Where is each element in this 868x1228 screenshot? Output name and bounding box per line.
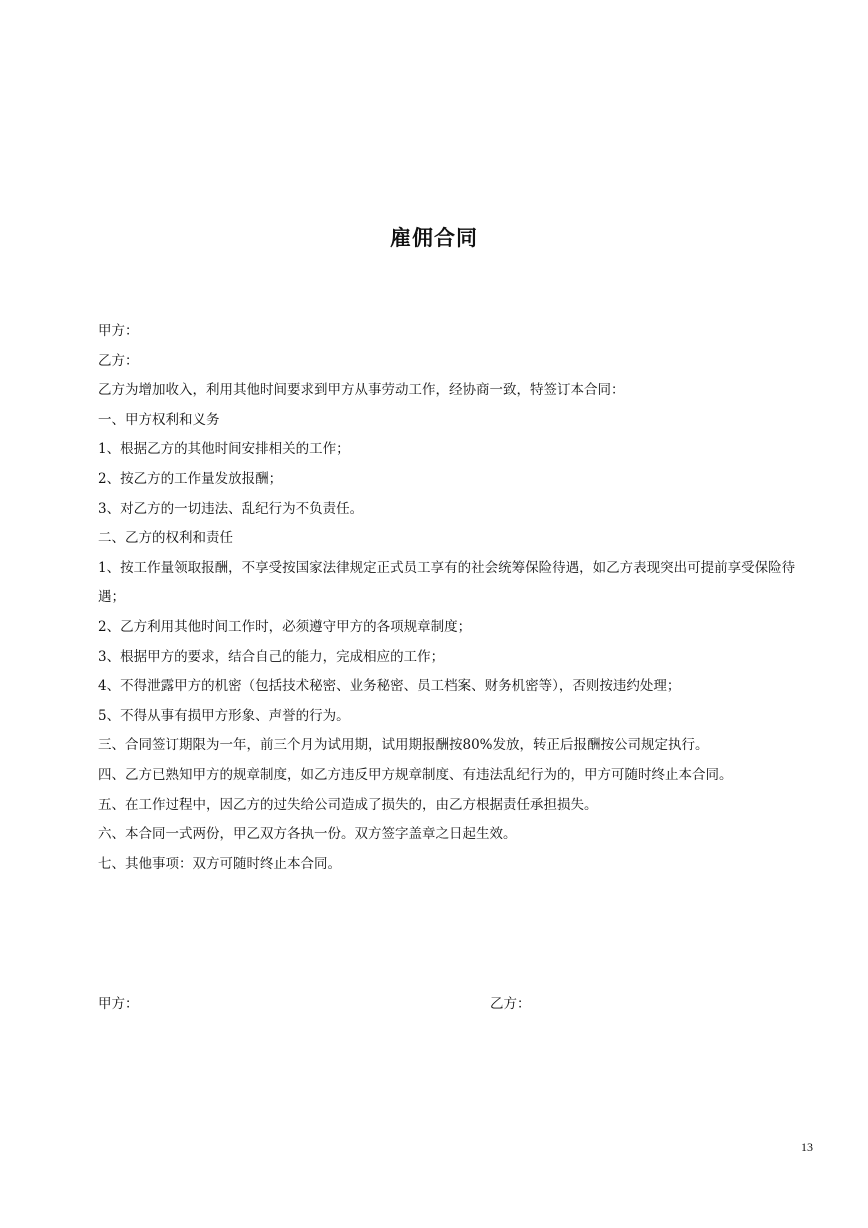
- section-three: 三、合同签订期限为一年，前三个月为试用期，试用期报酬按80%发放，转正后报酬按公司规定执行。: [98, 737, 709, 754]
- section-six: 六、本合同一式两份，甲乙双方各执一份。双方签字盖章之日起生效。: [98, 826, 517, 843]
- signature-party-a: 甲方：: [98, 996, 139, 1012]
- clause-b-1: 1、按工作量领取报酬，不享受按国家法律规定正式员工享有的社会统筹保险待遇，如乙方表现突出可提前享受保险待遇；: [98, 559, 796, 606]
- clause-a-3: 3、对乙方的一切违法、乱纪行为不负责任。: [98, 500, 364, 517]
- preamble: 乙方为增加收入，利用其他时间要求到甲方从事劳动工作，经协商一致，特签订本合同：: [98, 382, 625, 399]
- clause-a-1: 1、根据乙方的其他时间安排相关的工作；: [98, 441, 350, 458]
- party-b-line: 乙方：: [98, 352, 139, 369]
- section-four: 四、乙方已熟知甲方的规章制度，如乙方违反甲方规章制度、有违法乱纪行为的，甲方可随时终止本合同。: [98, 766, 733, 783]
- page-number: 13: [801, 1140, 813, 1154]
- clause-b-5: 5、不得从事有损甲方形象、声誉的行为。: [98, 707, 350, 724]
- section-heading-party-b: 二、乙方的权利和责任: [98, 530, 233, 547]
- clause-b-2: 2、乙方利用其他时间工作时，必须遵守甲方的各项规章制度；: [98, 618, 472, 635]
- section-seven: 七、其他事项：双方可随时终止本合同。: [98, 855, 341, 872]
- clause-b-4: 4、不得泄露甲方的机密（包括技术秘密、业务秘密、员工档案、财务机密等），否则按违约处理；: [98, 678, 681, 695]
- clause-a-2: 2、按乙方的工作量发放报酬；: [98, 470, 283, 487]
- clause-b-3: 3、根据甲方的要求，结合自己的能力，完成相应的工作；: [98, 648, 445, 665]
- section-heading-party-a: 一、甲方权利和义务: [98, 411, 220, 428]
- party-a-line: 甲方：: [98, 323, 139, 339]
- contract-title: 雇佣合同: [390, 226, 478, 250]
- signature-party-b: 乙方：: [490, 996, 531, 1012]
- contract-body: [98, 317, 820, 879]
- section-five: 五、在工作过程中，因乙方的过失给公司造成了损失的，由乙方根据责任承担损失。: [98, 796, 598, 813]
